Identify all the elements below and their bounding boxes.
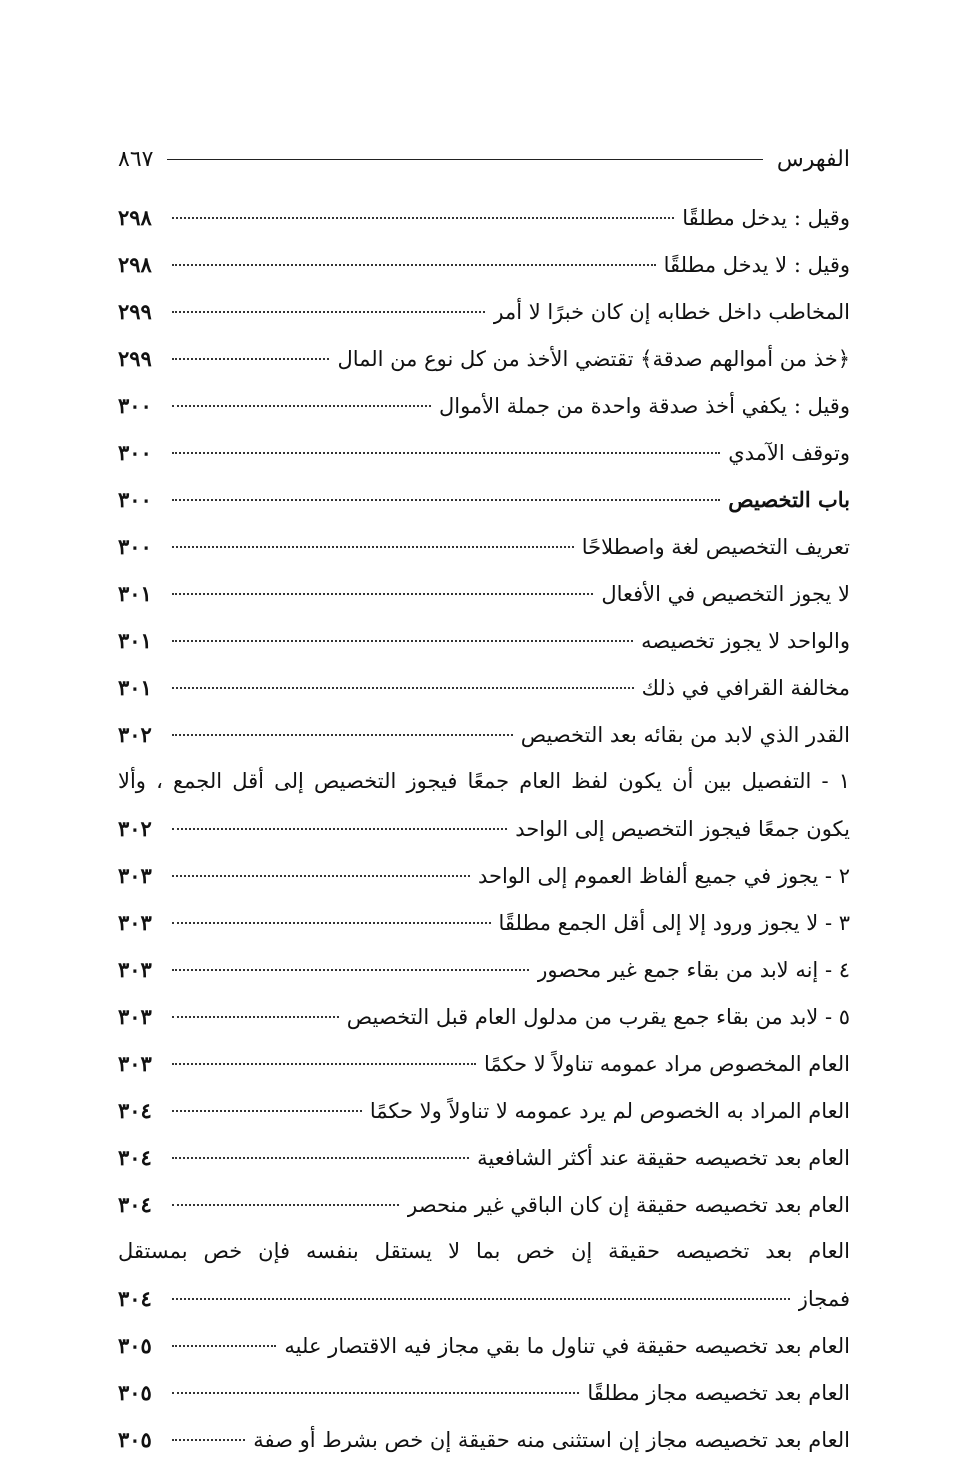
entry-page: ٣٠٣ [118,1004,152,1029]
entry-title: باب التخصيص [728,487,850,512]
dot-leader [172,687,634,689]
dot-leader [172,1345,276,1347]
entry-title: العام بعد تخصيصه مجاز إن استثنى منه حقيقة إن خص بشرط أو صفة [253,1428,850,1452]
index-entry [118,805,850,852]
dot-leader [172,1204,399,1206]
index-entry-chapter [118,476,850,523]
dot-leader [172,1016,339,1018]
index-entry [118,429,850,476]
index-entry [118,523,850,570]
index-entry-wrapped-line [118,1228,850,1275]
entry-page: ٣٠١ [118,675,152,700]
dot-leader [172,499,720,501]
header-page-number: ٨٦٧ [118,146,154,172]
index-entry [118,993,850,1040]
index-entry [118,241,850,288]
entry-title: والواحد لا يجوز تخصيصه [641,629,850,653]
dot-leader [172,546,574,548]
entry-page: ٢٩٨ [118,252,152,277]
entry-page: ٣٠١ [118,628,152,653]
entry-page: ٣٠٠ [118,487,152,512]
entry-title: ١ - التفصيل بين أن يكون لفظ العام جمعًا فيجوز التخصيص إلى أقل الجمع ، وألا [118,769,850,793]
entry-page: ٣٠٤ [118,1098,152,1123]
dot-leader [172,875,470,877]
entry-title: وقيل : يكفي أخذ صدقة واحدة من جملة الأموال [438,394,850,418]
entry-title: العام المراد به الخصوص لم يرد عمومه لا تناولاً ولا حكمًا [369,1099,850,1123]
dot-leader [172,922,491,924]
index-entry [118,1369,850,1416]
index-entry [118,1416,850,1463]
running-header [118,138,850,180]
section-title: الفهرس [776,146,850,172]
dot-leader [172,640,633,642]
dot-leader [172,264,656,266]
dot-leader [172,1110,362,1112]
entry-page: ٣٠٤ [118,1145,152,1170]
entry-page: ٣٠٠ [118,440,152,465]
entry-title: وقيل : لا يدخل مطلقًا [663,253,850,277]
index-entry [118,852,850,899]
entry-title: يكون جمعًا فيجوز التخصيص إلى الواحد [515,817,850,841]
index-entry [118,194,850,241]
index-entries [118,194,850,1463]
entry-title: لا يجوز التخصيص في الأفعال [601,582,850,606]
dot-leader [172,1063,476,1065]
index-entry [118,946,850,993]
dot-leader [172,1439,245,1441]
dot-leader [172,311,485,313]
index-entry [118,335,850,382]
dot-leader [172,452,720,454]
dot-leader [172,969,529,971]
entry-page: ٣٠٤ [118,1286,152,1311]
entry-title: ٢ - يجوز في جميع ألفاظ العموم إلى الواحد [477,864,850,888]
dot-leader [172,358,329,360]
entry-page: ٣٠٣ [118,863,152,888]
entry-title: ٤ - إنه لابد من بقاء جمع غير محصور [537,958,850,982]
entry-page: ٣٠٠ [118,393,152,418]
index-entry [118,1181,850,1228]
entry-page: ٣٠٣ [118,910,152,935]
dot-leader [172,1392,579,1394]
index-page [118,138,850,1463]
header-rule [167,159,762,160]
dot-leader [172,1298,790,1300]
entry-page: ٣٠٢ [118,722,152,747]
dot-leader [172,1157,469,1159]
index-entry [118,711,850,758]
entry-page: ٣٠٣ [118,957,152,982]
dot-leader [172,734,513,736]
entry-page: ٢٩٩ [118,299,152,324]
index-entry [118,570,850,617]
dot-leader [172,828,507,830]
index-entry [118,899,850,946]
entry-page: ٣٠٥ [118,1333,152,1358]
index-entry [118,288,850,335]
entry-title: ﴿خذ من أموالهم صدقة﴾ تقتضي الأخذ من كل نوع من المال [337,347,850,371]
entry-title: العام المخصوص مراد عمومه تناولاً لا حكمًا [483,1052,850,1076]
entry-page: ٣٠٣ [118,1051,152,1076]
entry-page: ٣٠٥ [118,1380,152,1405]
dot-leader [172,405,431,407]
entry-title: القدر الذي لابد من بقائه بعد التخصيص [520,723,850,747]
entry-title: فمجاز [797,1287,850,1311]
index-entry [118,664,850,711]
entry-page: ٣٠٢ [118,816,152,841]
index-entry [118,1322,850,1369]
entry-page: ٣٠٠ [118,534,152,559]
entry-title: ٣ - لا يجوز ورود إلا إلى أقل الجمع مطلقًا [498,911,850,935]
index-entry [118,617,850,664]
entry-title: ٥ - لابد من بقاء جمع يقرب من مدلول العام قبل التخصيص [346,1005,850,1029]
entry-title: المخاطب داخل خطابه إن كان خبرًا لا أمر [493,300,850,324]
entry-page: ٣٠٥ [118,1427,152,1452]
entry-title: العام بعد تخصيصه حقيقة إن خص بما لا يستقل بنفسه فإن خص بمستقل [118,1239,850,1263]
entry-page: ٣٠١ [118,581,152,606]
entry-page: ٣٠٤ [118,1192,152,1217]
entry-title: العام بعد تخصيصه مجاز مطلقًا [587,1381,850,1405]
dot-leader [172,217,674,219]
index-entry [118,1087,850,1134]
index-entry [118,1134,850,1181]
entry-title: وقيل : يدخل مطلقًا [682,206,850,230]
index-entry [118,1275,850,1322]
index-entry [118,382,850,429]
index-entry-wrapped-line [118,758,850,805]
entry-page: ٢٩٩ [118,346,152,371]
entry-page: ٢٩٨ [118,205,152,230]
index-entry [118,1040,850,1087]
entry-title: وتوقف الآمدي [728,441,850,465]
entry-title: العام بعد تخصيصه حقيقة إن كان الباقي غير منحصر [407,1193,850,1217]
dot-leader [172,593,593,595]
entry-title: تعريف التخصيص لغة واصطلاحًا [581,535,850,559]
entry-title: العام بعد تخصيصه حقيقة عند أكثر الشافعية [477,1146,850,1170]
entry-title: مخالفة القرافي في ذلك [641,676,850,700]
entry-title: العام بعد تخصيصه حقيقة في تناول ما بقي مجاز فيه الاقتصار عليه [284,1334,850,1358]
